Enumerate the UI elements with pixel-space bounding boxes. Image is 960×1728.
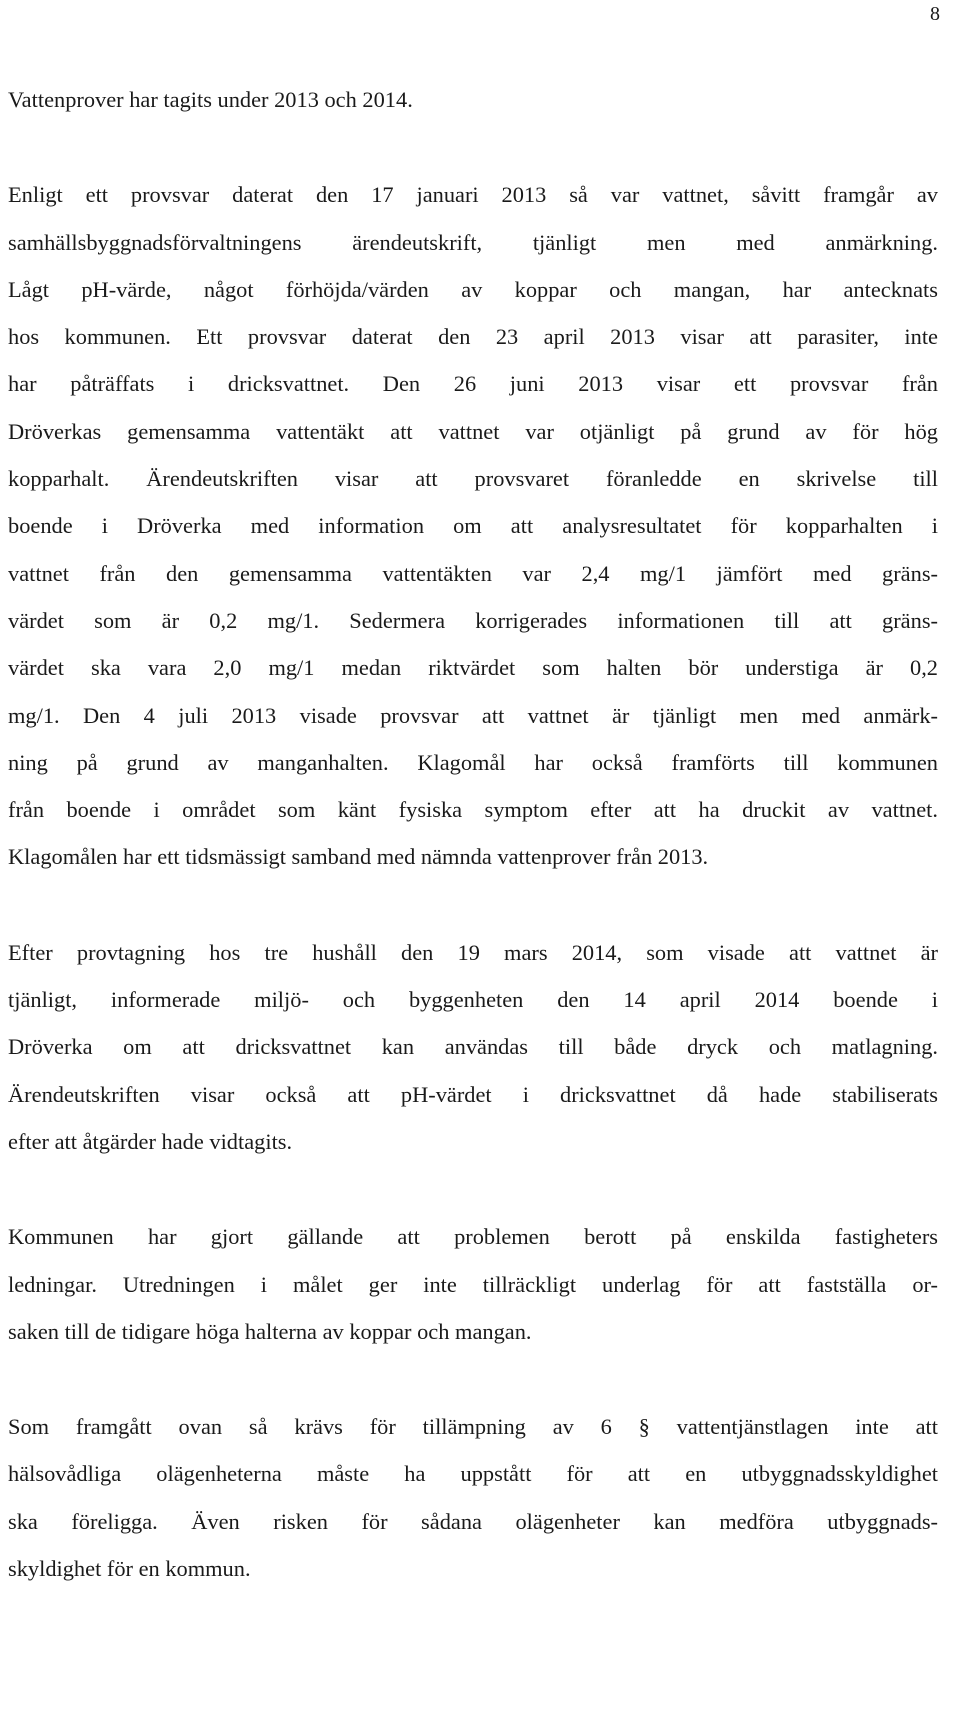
paragraph-4 [8,1213,938,1355]
text-line: tjänligt, informerade miljö- och byggenheten den 14 april 2014 boende i [8,987,938,1013]
text-line: Efter provtagning hos tre hushåll den 19 mars 2014, som visade att vattnet är [8,939,938,965]
text-line: vattnet från den gemensamma vattentäkten var 2,4 mg/1 jämfört med gräns- [8,560,938,586]
text-line: värdet ska vara 2,0 mg/1 medan riktvärdet som halten bör understiga är 0,2 [8,655,938,681]
page-number: 8 [930,3,940,25]
text-line: Klagomålen har ett tidsmässigt samband med nämnda vattenprover från 2013. [8,844,709,870]
text-line: Kommunen har gjort gällande att problemen berott på enskilda fastigheters [8,1224,938,1250]
text-line: Vattenprover har tagits under 2013 och 2014. [8,87,413,112]
paragraph-3 [8,929,938,1165]
text-line: hos kommunen. Ett provsvar daterat den 23 april 2013 visar att parasiter, inte [8,324,938,350]
text-line: Dröverka om att dricksvattnet kan användas till både dryck och matlagning. [8,1034,938,1060]
text-line: Som framgått ovan så krävs för tillämpning av 6 § vattentjänstlagen inte att [8,1414,938,1440]
text-line: från boende i området som känt fysiska symptom efter att ha druckit av vattnet. [8,797,938,823]
text-line: ning på grund av manganhalten. Klagomål har också framförts till kommunen [8,749,938,775]
document-body [8,76,938,1592]
text-line: mg/1. Den 4 juli 2013 visade provsvar att vattnet är tjänligt men med anmärk- [8,702,938,728]
text-line: skyldighet för en kommun. [8,1556,251,1582]
text-line: samhällsbyggnadsförvaltningens ärendeutskrift, tjänligt men med anmärkning. [8,229,938,255]
text-line: ska föreligga. Även risken för sådana olägenheter kan medföra utbyggnads- [8,1508,938,1534]
text-line: hälsovådliga olägenheterna måste ha uppstått för att en utbyggnadsskyldighet [8,1461,938,1487]
paragraph-5 [8,1403,938,1592]
text-line: saken till de tidigare höga halterna av koppar och mangan. [8,1318,532,1344]
text-line: boende i Dröverka med information om att analysresultatet för kopparhalten i [8,513,938,539]
text-line: har påträffats i dricksvattnet. Den 26 juni 2013 visar ett provsvar från [8,371,938,397]
text-line: Lågt pH-värde, något förhöjda/värden av koppar och mangan, har antecknats [8,276,938,302]
text-line: Ärendeutskriften visar också att pH-värdet i dricksvattnet då hade stabiliserats [8,1081,938,1107]
text-line: Dröverkas gemensamma vattentäkt att vattnet var otjänligt på grund av för hög [8,418,938,444]
text-line: Enligt ett provsvar daterat den 17 januari 2013 så var vattnet, såvitt framgår av [8,182,938,208]
paragraph-1 [8,76,938,123]
text-line: efter att åtgärder hade vidtagits. [8,1128,293,1154]
text-line: värdet som är 0,2 mg/1. Sedermera korrigerades informationen till att gräns- [8,607,938,633]
paragraph-2 [8,171,938,880]
text-line: ledningar. Utredningen i målet ger inte tillräckligt underlag för att fastställa or- [8,1271,938,1297]
text-line: kopparhalt. Ärendeutskriften visar att provsvaret föranledde en skrivelse till [8,466,938,492]
